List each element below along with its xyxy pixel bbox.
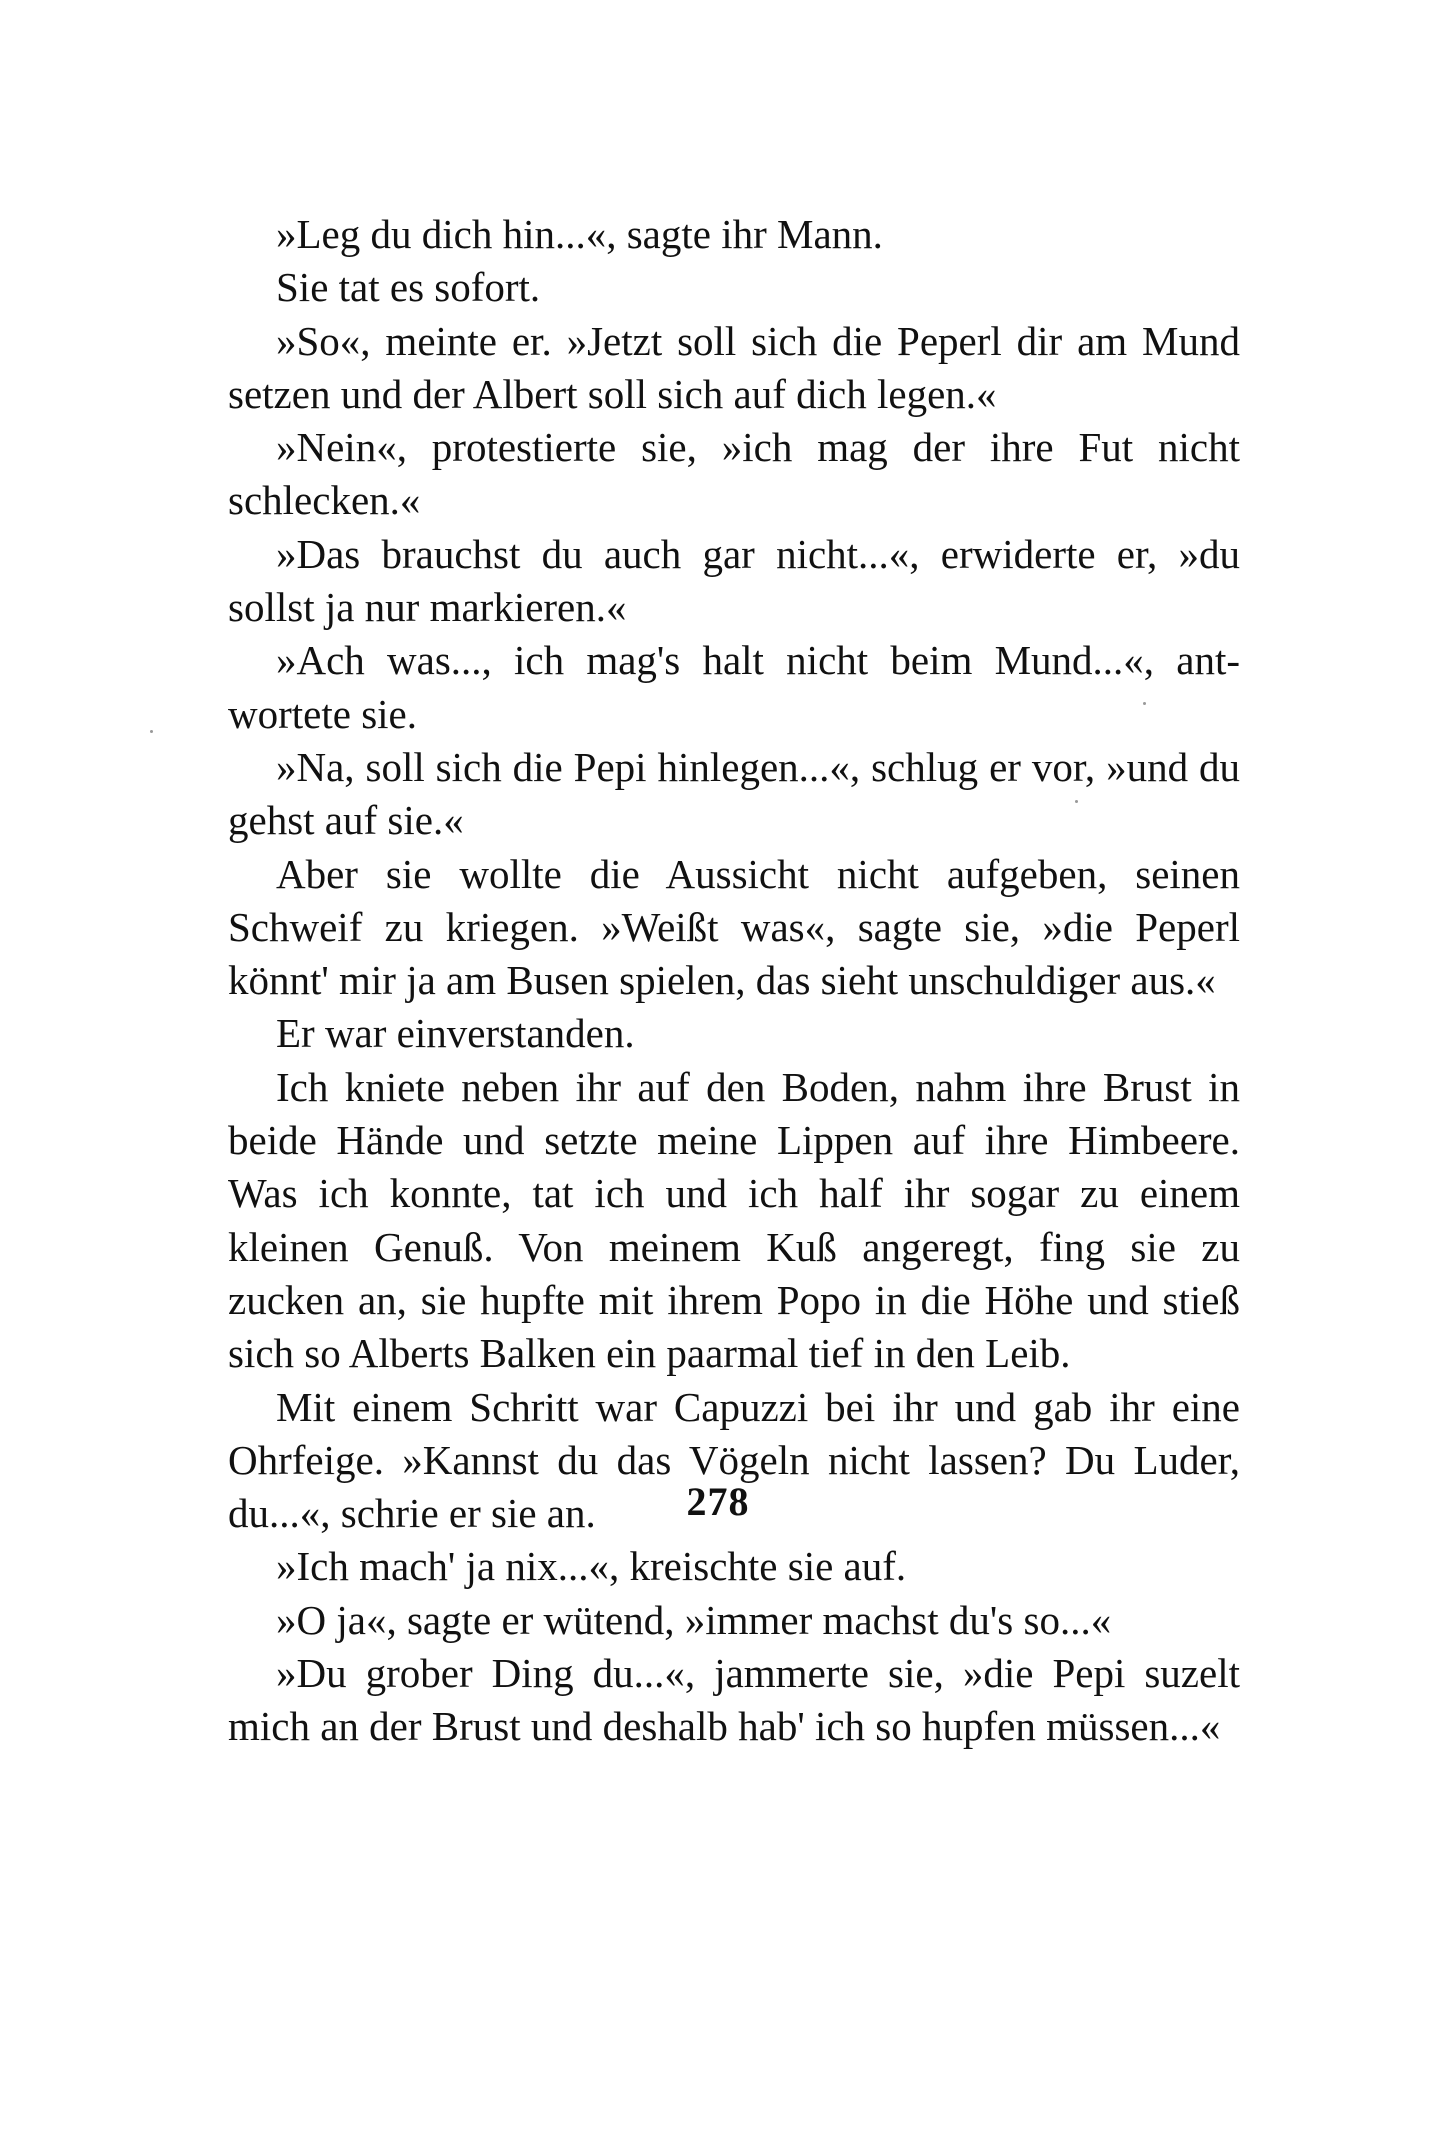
paragraph-9: Er war einverstanden. [276, 1010, 635, 1057]
paragraph-7: »Na, soll sich die Pepi hinlegen...«, schlug er vor, »und du gehst auf sie.« [228, 743, 1240, 844]
paragraph-5: »Das brauchst du auch gar nicht...«, erwiderte er, »du sollst ja nur markieren.« [228, 530, 1240, 631]
paragraph-10: Ich kniete neben ihr auf den Boden, nahm ihre Brust in beide Hände und setzte meine Lippen auf ihre Himbeere. Was ich konnte, tat ich und ich half ihr sogar zu einem kleinen Genuß. Von meinem Kuß angeregt, fing sie zu zucken an, sie hupfte mit ihrem Popo in die Höhe und stieß sich so Alberts Balken ein paarmal tief in den Leib. [228, 1063, 1240, 1377]
paper-speck [150, 730, 153, 733]
paragraph-2: Sie tat es sofort. [276, 264, 541, 311]
paragraph-12: »Ich mach' ja nix...«, kreischte sie auf. [276, 1543, 907, 1590]
page-number: 278 [686, 1479, 750, 1524]
paragraph-4: »Nein«, protestierte sie, »ich mag der ihre Fut nicht schlecken.« [228, 424, 1240, 524]
paper-speck [1075, 800, 1078, 803]
paragraph-14: »Du grober Ding du...«, jammerte sie, »die Pepi suzelt mich an der Brust und deshalb hab' ich so hupfen müssen...« [228, 1650, 1240, 1750]
paper-speck [1143, 702, 1146, 705]
paragraph-13: »O ja«, sagte er wütend, »immer machst du's so...« [276, 1596, 1112, 1643]
paragraph-8: Aber sie wollte die Aussicht nicht aufgeben, seinen Schweif zu kriegen. »Weißt was«, sagte sie, »die Peperl könnt' mir ja am Busen spielen, das sieht unschuldiger aus.« [228, 850, 1240, 1004]
paragraph-11: Mit einem Schritt war Capuzzi bei ihr und gab ihr eine Ohrfeige. »Kannst du das Vögeln nicht lassen? Du Luder, du...«, schrie er sie an. [228, 1383, 1240, 1537]
paragraph-6: »Ach was..., ich mag's halt nicht beim Mund...«, antwortete sie. [228, 637, 1240, 737]
paragraph-3: »So«, meinte er. »Jetzt soll sich die Peperl dir am Mund setzen und der Albert soll sich auf dich legen.« [228, 317, 1240, 417]
paragraph-1: »Leg du dich hin...«, sagte ihr Mann. [276, 211, 883, 257]
